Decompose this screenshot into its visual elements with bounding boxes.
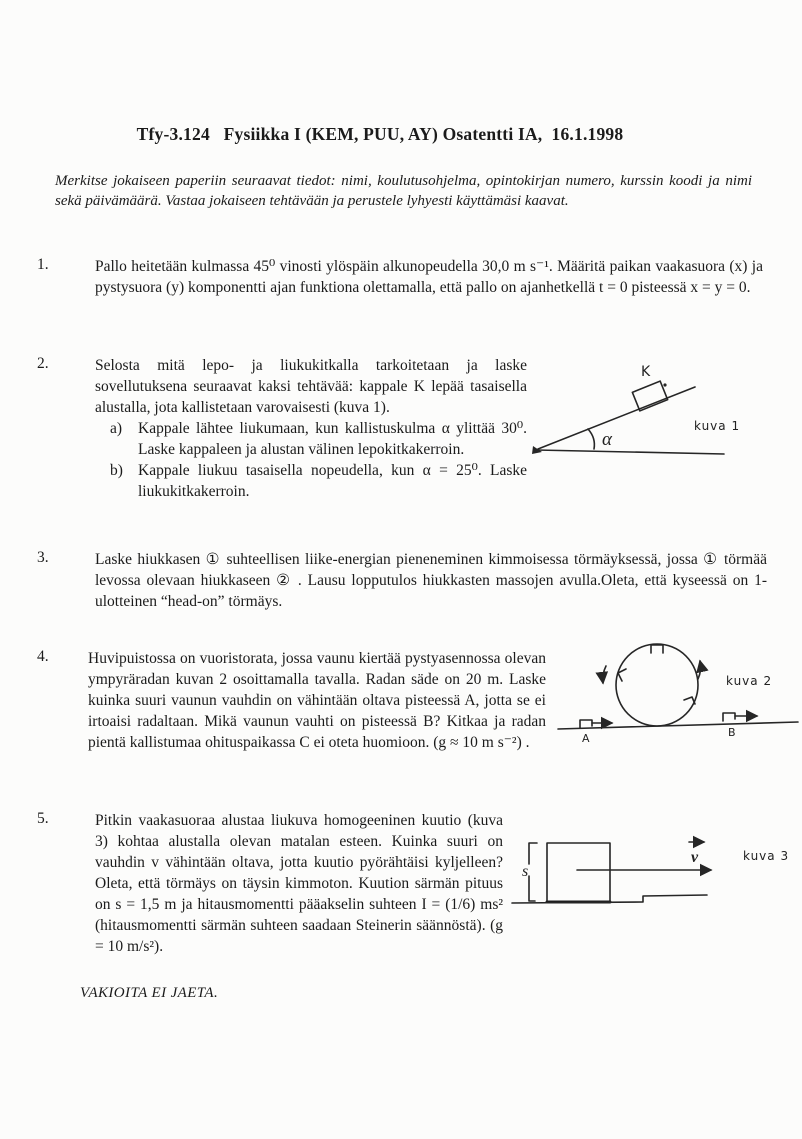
figure-1-caption: kuva 1 [694, 419, 741, 433]
figure-2-caption: kuva 2 [726, 674, 773, 688]
figure-cube-kuva3 [498, 812, 800, 932]
question-2-text: Selosta mitä lepo- ja liukukitkalla tarkoitetaan ja laske sovellutuksena seuraavat kaksi tehtävää: kappale K lepää tasaisella alustalla, jota kallistetaan varovaisesti (kuva 1). [95, 357, 527, 416]
block-corner-dot [663, 383, 666, 386]
loop-cart-top [651, 645, 663, 653]
side-length-label: s [522, 863, 529, 880]
question-2-number: 2. [37, 355, 49, 372]
angle-arc [588, 429, 594, 449]
figure-incline-kuva1 [528, 350, 790, 468]
question-2-item-a [95, 418, 527, 460]
question-4-number: 4. [37, 648, 49, 665]
question-1 [0, 256, 802, 298]
cart-b [723, 713, 735, 721]
angle-label: α [602, 429, 612, 450]
exam-instructions: Merkitse jokaiseen paperiin seuraavat tiedot: nimi, koulutusohjelma, opintokirjan numero, kurssin koodi ja nimi sekä päivämäärä. Vastaa jokaiseen tehtävään ja perustele lyhyesti käyttämäsi kaavat. [55, 173, 752, 209]
question-1-text: Pallo heitetään kulmassa 45⁰ vinosti ylöspäin alkunopeudella 30,0 m s⁻¹. Määritä paikan vaakasuora (x) ja pystysuora (y) komponentti ajan funktiona olettamalla, että pallo on ajanhetkellä t = 0 pisteessä x = y = 0. [95, 258, 763, 296]
figure-loop-kuva2 [556, 626, 802, 754]
block-label: K [641, 364, 652, 380]
question-5-number: 5. [37, 810, 49, 827]
question-3-number: 3. [37, 549, 49, 566]
block-k [632, 381, 667, 411]
arrow-down [603, 666, 606, 683]
question-2-item-b [95, 460, 527, 502]
incline-drawing [532, 381, 724, 454]
side-bracket [529, 843, 537, 901]
question-5-text: Pitkin vaakasuoraa alustaa liukuva homogeeninen kuutio (kuva 3) kohtaa alustalla olevan matalan esteen. Kuinka suuri on vauhdin v vähintään oltava, jotta kuutio pyörähtäisi kyljelleen? Oleta, että törmäys on täysin kimmoton. Kuution särmän pituus on s = 1,5 m ja hitausmomentti pääakselin suhteen I = (1/6) ms² (hitausmomentti särmän suhteen saadaan Steinerin säännöstä). (g = 10 m/s²). [95, 812, 503, 955]
arrow-up [698, 661, 701, 679]
item-b-text: Kappale liukuu tasaisella nopeudella, kun α = 25⁰. Laske liukukitkakerroin. [138, 462, 527, 500]
cart-a [580, 720, 592, 728]
question-3-text: Laske hiukkasen ① suhteellisen liike-energian pieneneminen kimmoisessa törmäyksessä, jossa ① törmää levossa olevaan hiukkaseen ② . Lausu lopputulos hiukkasten massojen avulla.Oleta, että kyseessä on 1-ulotteinen “head-on” törmäys. [95, 551, 767, 610]
velocity-label: v [691, 849, 699, 866]
question-1-number: 1. [37, 256, 49, 273]
item-a-text: Kappale lähtee liukumaan, kun kallistuskulma α ylittää 30⁰. Laske kappaleen ja alustan välinen lepokitkakerroin. [138, 420, 527, 458]
footer-note: VAKIOITA EI JAETA. [80, 985, 219, 1001]
page-title: Tfy-3.124 Fysiikka I (KEM, PUU, AY) Osatentti IA, 16.1.1998 [136, 124, 624, 144]
item-a-marker: a) [110, 420, 123, 437]
cube-drawing [512, 842, 711, 903]
point-a-label: A [582, 732, 590, 745]
point-b-label: B [728, 726, 736, 739]
figure-3-caption: kuva 3 [743, 849, 790, 863]
item-b-marker: b) [110, 462, 123, 479]
question-4-text: Huvipuistossa on vuoristorata, jossa vaunu kiertää pystyasennossa olevan ympyräradan kuvan 2 osoittamalla tavalla. Radan säde on 20 m. Laske kuinka suuri vaunun vauhdin on vähintään oltava pisteessä A, jotta se ei irtoaisi radaltaan. Mikä vaunun vauhti on pisteessä B? Kitkaa ja radan pientä kallistumaa ohituspaikassa C ei oteta huomioon. (g ≈ 10 m s⁻²) . [88, 650, 546, 751]
question-3 [0, 549, 802, 612]
cube [547, 843, 610, 902]
